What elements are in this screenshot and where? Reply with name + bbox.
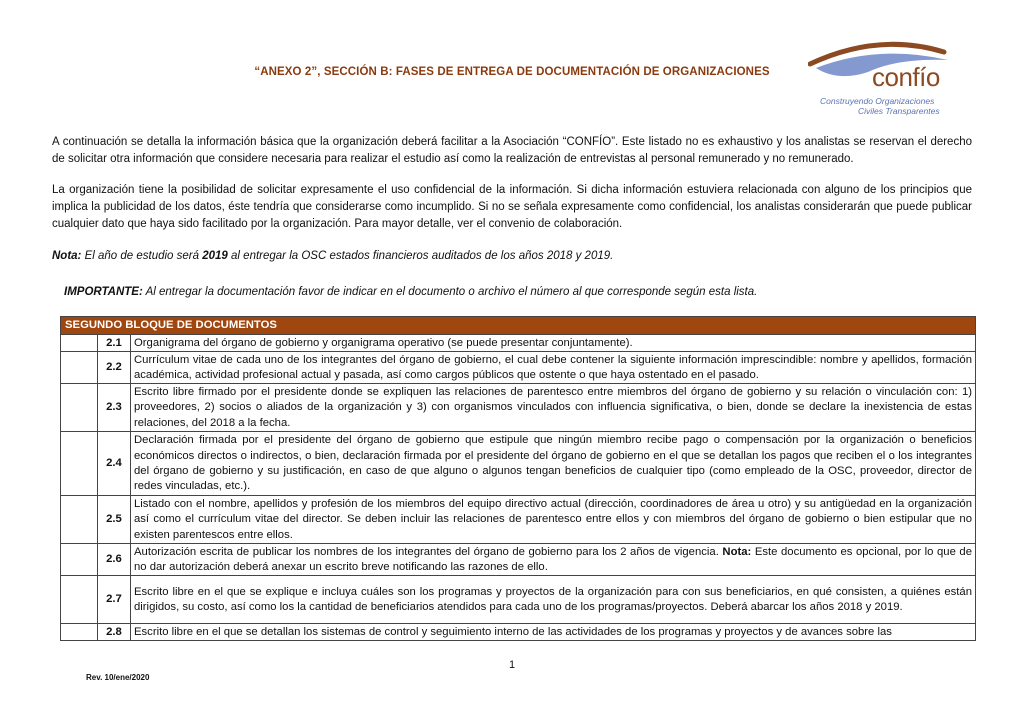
row-description: Escrito libre en el que se explique e incluya cuáles son los programas y proyectos de la organización para con sus beneficiarios, en qué consisten, a quiénes están dirigidos, su costo, así como los la cantidad de beneficiarios atendidos para cada uno de los programas/proyectos. Deberá abarcar los años 2018 y 2019. <box>131 576 976 624</box>
note-year: 2019 <box>202 250 228 262</box>
table-header-row <box>61 317 976 335</box>
table-row <box>61 384 976 432</box>
documents-table <box>60 316 976 641</box>
row-number: 2.8 <box>98 624 131 641</box>
row-description: Listado con el nombre, apellidos y profesión de los miembros del equipo directivo actual (dirección, coordinadores de área u otro) y su antigüedad en la organización así como el currículum vitae del director. Se deben incluir las relaciones de parentesco entre ellos y con miembros del órgano de gobierno o bien estipular que no existen parentescos entre ellos. <box>131 496 976 544</box>
page-title: “ANEXO 2”, SECCIÓN B: FASES DE ENTREGA DE DOCUMENTACIÓN DE ORGANIZACIONES <box>254 66 770 78</box>
row-description <box>131 544 976 576</box>
note-text-b: al entregar la OSC estados financieros auditados de los años 2018 y 2019. <box>227 250 614 262</box>
table-header: SEGUNDO BLOQUE DE DOCUMENTOS <box>61 317 976 335</box>
row-description: Escrito libre firmado por el presidente donde se expliquen las relaciones de parentesco entre miembros del órgano de gobierno y su relación o vinculación con: 1) proveedores, 2) socios o aliados de la organización y 3) con organismos vinculados con influencia significativa, o bien, donde se declare la inexistencia de estas relaciones, del 2018 a la fecha. <box>131 384 976 432</box>
note-label: Nota: <box>52 250 82 262</box>
revision-label: Rev. 10/ene/2020 <box>86 673 150 682</box>
table-row <box>61 544 976 576</box>
table-row <box>61 624 976 641</box>
row-text-b: Este documento es opcional, por lo que de no dar autorización deberá anexar un escrito breve notificando las razones de ello. <box>134 545 973 573</box>
row-description: Currículum vitae de cada uno de los integrantes del órgano de gobierno, el cual debe contener la siguiente información imprescindible: nombre y apellidos, formación académica, actividad profesional actual y pasada, así como cargos públicos que ostente o que haya ostentado en el pasado. <box>131 352 976 384</box>
row-number: 2.2 <box>98 352 131 384</box>
row-number: 2.3 <box>98 384 131 432</box>
logo-tagline-2: Civiles Transparentes <box>858 106 940 116</box>
confio-logo <box>808 38 958 118</box>
table-row <box>61 352 976 384</box>
row-number: 2.5 <box>98 496 131 544</box>
logo-wordmark: confío <box>872 62 940 92</box>
row-description: Organigrama del órgano de gobierno y organigrama operativo (se puede presentar conjuntamente). <box>131 335 976 352</box>
table-row <box>61 576 976 624</box>
intro-paragraph-1: A continuación se detalla la información básica que la organización deberá facilitar a la Asociación “CONFÍO”. Este listado no es exhaustivo y los analistas se reservan el derecho de solicitar otra información que considere necesaria para realizar el estudio así como la realización de entrevistas al personal remunerado y no remunerado. <box>52 136 972 165</box>
row-description: Declaración firmada por el presidente del órgano de gobierno que estipule que ningún miembro recibe pago o compensación por la organización o beneficios económicos directos o indirectos, o bien, declaración firmada por el presidente del órgano de gobierno en el que se detallan los pagos que reciben el o los integrantes del órgano de gobierno y su justificación, en caso de que alguno o algunos tengan beneficios de cualquier tipo (como empleado de la OSC, proveedor, director de redes vinculadas, etc.). <box>131 432 976 496</box>
important-label: IMPORTANTE: <box>64 286 143 298</box>
note-text-a: El año de estudio será <box>81 250 203 262</box>
row-note-label: Nota: <box>722 545 752 558</box>
logo-tagline-1: Construyendo Organizaciones <box>820 96 935 106</box>
table-row <box>61 335 976 352</box>
page-number: 1 <box>508 659 516 671</box>
table-row <box>61 496 976 544</box>
row-description: Escrito libre en el que se detallan los sistemas de control y seguimiento interno de las actividades de los programas y proyectos y de avances sobre las <box>131 624 976 641</box>
note-line <box>52 248 972 265</box>
row-number: 2.7 <box>98 576 131 624</box>
important-line <box>64 284 984 301</box>
important-text: Al entregar la documentación favor de indicar en el documento o archivo el número al que corresponde según esta lista. <box>142 286 758 298</box>
table-row <box>61 432 976 496</box>
row-text-a: Autorización escrita de publicar los nombres de los integrantes del órgano de gobierno para los 2 años de vigencia. <box>134 545 723 558</box>
intro-paragraph-2: La organización tiene la posibilidad de solicitar expresamente el uso confidencial de la información. Si dicha información estuviera relacionada con alguno de los principios que implica la publicidad de los datos, éste tendría que considerarse como incumplido. Si no se señala expresamente como confidencial, los analistas considerarán que puede publicar cualquier dato que haya sido facilitado por la organización. Para mayor detalle, ver el convenio de colaboración. <box>52 184 972 230</box>
row-number: 2.4 <box>98 432 131 496</box>
row-number: 2.1 <box>98 335 131 352</box>
row-number: 2.6 <box>98 544 131 576</box>
